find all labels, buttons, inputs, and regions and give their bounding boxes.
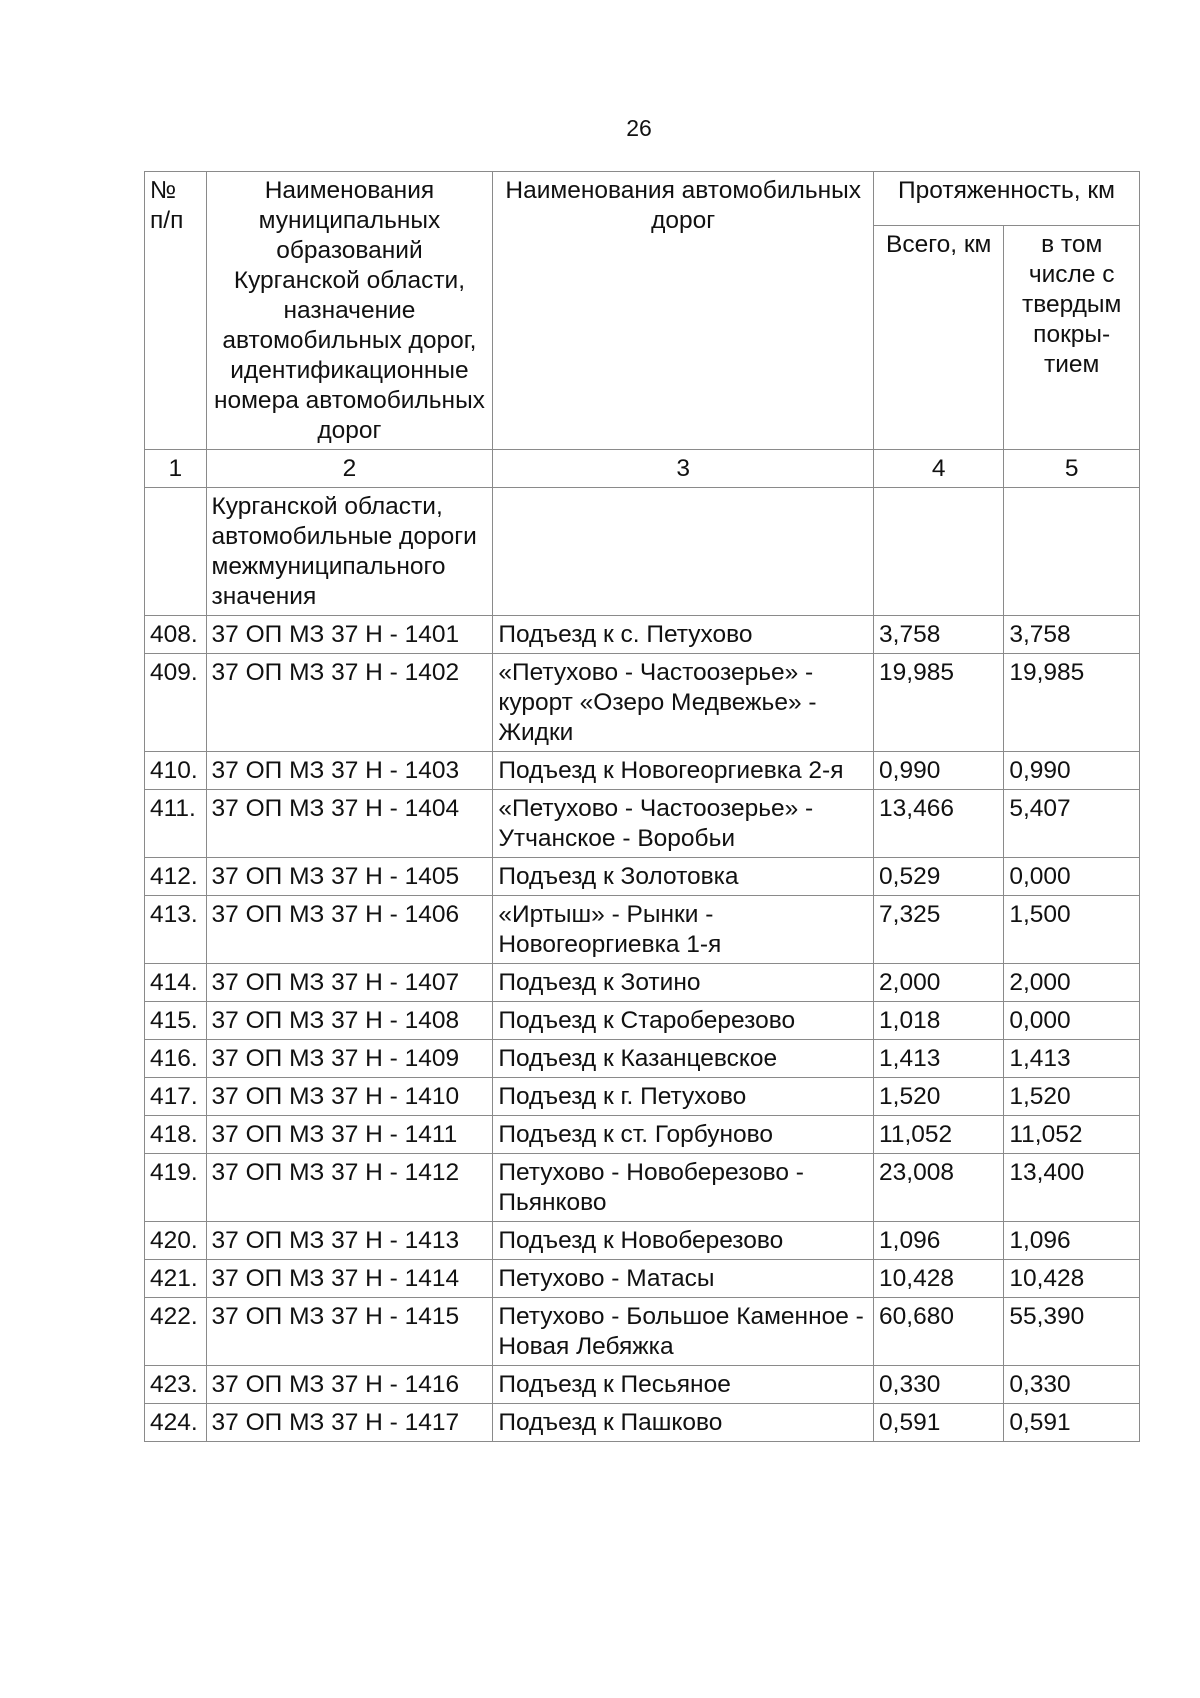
table-row [145, 1222, 1140, 1260]
road-name: Подъезд к с. Петухово [493, 616, 874, 654]
page-number: 26 [626, 115, 652, 141]
row-number: 423. [145, 1366, 207, 1404]
row-number: 424. [145, 1404, 207, 1442]
road-name: Подъезд к Песьяное [493, 1366, 874, 1404]
table-row [145, 1260, 1140, 1298]
road-name: Подъезд к Новоберезово [493, 1222, 874, 1260]
road-name: Подъезд к ст. Горбуново [493, 1116, 874, 1154]
column-number: 3 [493, 450, 874, 488]
road-name: Подъезд к г. Петухово [493, 1078, 874, 1116]
row-number: 413. [145, 896, 207, 964]
road-id: 37 ОП МЗ 37 Н - 1417 [206, 1404, 493, 1442]
road-name: Петухово - Матасы [493, 1260, 874, 1298]
total-length: 0,591 [874, 1404, 1004, 1442]
row-number: 414. [145, 964, 207, 1002]
road-id: 37 ОП МЗ 37 Н - 1409 [206, 1040, 493, 1078]
road-id: 37 ОП МЗ 37 Н - 1413 [206, 1222, 493, 1260]
table-row [145, 964, 1140, 1002]
total-length: 7,325 [874, 896, 1004, 964]
empty-cell [145, 488, 207, 616]
row-number: 410. [145, 752, 207, 790]
table-row [145, 896, 1140, 964]
row-number: 422. [145, 1298, 207, 1366]
header-paved-length: в том числе с твердым покры-тием [1004, 225, 1140, 449]
column-number: 1 [145, 450, 207, 488]
empty-cell [874, 488, 1004, 616]
road-id: 37 ОП МЗ 37 Н - 1402 [206, 654, 493, 752]
total-length: 10,428 [874, 1260, 1004, 1298]
road-name: «Петухово - Частоозерье» - курорт «Озеро Медвежье» - Жидки [493, 654, 874, 752]
total-length: 23,008 [874, 1154, 1004, 1222]
total-length: 3,758 [874, 616, 1004, 654]
paved-length: 0,591 [1004, 1404, 1140, 1442]
road-id: 37 ОП МЗ 37 Н - 1412 [206, 1154, 493, 1222]
paved-length: 13,400 [1004, 1154, 1140, 1222]
table-row [145, 1298, 1140, 1366]
paved-length: 55,390 [1004, 1298, 1140, 1366]
table-row [145, 1366, 1140, 1404]
total-length: 2,000 [874, 964, 1004, 1002]
road-id: 37 ОП МЗ 37 Н - 1403 [206, 752, 493, 790]
road-name: Подъезд к Новогеоргиевка 2-я [493, 752, 874, 790]
table-row [145, 1154, 1140, 1222]
table-row [145, 752, 1140, 790]
road-id: 37 ОП МЗ 37 Н - 1410 [206, 1078, 493, 1116]
road-name: Подъезд к Пашково [493, 1404, 874, 1442]
road-id: 37 ОП МЗ 37 Н - 1411 [206, 1116, 493, 1154]
column-number: 2 [206, 450, 493, 488]
column-number: 5 [1004, 450, 1140, 488]
road-id: 37 ОП МЗ 37 Н - 1407 [206, 964, 493, 1002]
total-length: 13,466 [874, 790, 1004, 858]
road-name: Петухово - Большое Каменное - Новая Лебяжка [493, 1298, 874, 1366]
table-row [145, 1404, 1140, 1442]
header-road-name: Наименования автомобильных дорог [493, 172, 874, 450]
row-number: 412. [145, 858, 207, 896]
road-name: Подъезд к Староберезово [493, 1002, 874, 1040]
table-row [145, 858, 1140, 896]
paved-length: 10,428 [1004, 1260, 1140, 1298]
road-id: 37 ОП МЗ 37 Н - 1416 [206, 1366, 493, 1404]
continuation-text: Курганской области, автомобильные дороги межмуниципального значения [206, 488, 493, 616]
paved-length: 0,990 [1004, 752, 1140, 790]
row-number: 418. [145, 1116, 207, 1154]
column-number: 4 [874, 450, 1004, 488]
paved-length: 5,407 [1004, 790, 1140, 858]
road-id: 37 ОП МЗ 37 Н - 1406 [206, 896, 493, 964]
header-municipal-name: Наименования муниципальных образований Курганской области, назначение автомобильных дорог, идентификационные номера автомобильных дорог [206, 172, 493, 450]
paved-length: 2,000 [1004, 964, 1140, 1002]
continuation-row [145, 488, 1140, 616]
total-length: 1,413 [874, 1040, 1004, 1078]
table-row [145, 1078, 1140, 1116]
road-id: 37 ОП МЗ 37 Н - 1408 [206, 1002, 493, 1040]
row-number: 411. [145, 790, 207, 858]
total-length: 0,330 [874, 1366, 1004, 1404]
table-row [145, 616, 1140, 654]
total-length: 11,052 [874, 1116, 1004, 1154]
header-total-length: Всего, км [874, 225, 1004, 449]
road-id: 37 ОП МЗ 37 Н - 1414 [206, 1260, 493, 1298]
row-number: 415. [145, 1002, 207, 1040]
total-length: 1,018 [874, 1002, 1004, 1040]
paved-length: 19,985 [1004, 654, 1140, 752]
road-name: Петухово - Новоберезово - Пьянково [493, 1154, 874, 1222]
row-number: 408. [145, 616, 207, 654]
road-id: 37 ОП МЗ 37 Н - 1405 [206, 858, 493, 896]
paved-length: 1,413 [1004, 1040, 1140, 1078]
header-length: Протяженность, км [874, 172, 1140, 226]
paved-length: 11,052 [1004, 1116, 1140, 1154]
header-number: № п/п [145, 172, 207, 450]
row-number: 419. [145, 1154, 207, 1222]
total-length: 1,520 [874, 1078, 1004, 1116]
empty-cell [493, 488, 874, 616]
road-name: Подъезд к Зотино [493, 964, 874, 1002]
total-length: 19,985 [874, 654, 1004, 752]
total-length: 1,096 [874, 1222, 1004, 1260]
row-number: 409. [145, 654, 207, 752]
table-row [145, 1040, 1140, 1078]
row-number: 420. [145, 1222, 207, 1260]
row-number: 417. [145, 1078, 207, 1116]
table-row [145, 654, 1140, 752]
road-id: 37 ОП МЗ 37 Н - 1415 [206, 1298, 493, 1366]
total-length: 60,680 [874, 1298, 1004, 1366]
table-row [145, 1002, 1140, 1040]
road-name: Подъезд к Золотовка [493, 858, 874, 896]
table-row [145, 790, 1140, 858]
total-length: 0,529 [874, 858, 1004, 896]
total-length: 0,990 [874, 752, 1004, 790]
paved-length: 0,330 [1004, 1366, 1140, 1404]
paved-length: 1,520 [1004, 1078, 1140, 1116]
table-header-row [145, 172, 1140, 226]
roads-table [144, 171, 1140, 1442]
paved-length: 1,096 [1004, 1222, 1140, 1260]
row-number: 416. [145, 1040, 207, 1078]
paved-length: 0,000 [1004, 858, 1140, 896]
paved-length: 1,500 [1004, 896, 1140, 964]
column-numbers-row [145, 450, 1140, 488]
paved-length: 3,758 [1004, 616, 1140, 654]
table-row [145, 1116, 1140, 1154]
empty-cell [1004, 488, 1140, 616]
road-id: 37 ОП МЗ 37 Н - 1404 [206, 790, 493, 858]
paved-length: 0,000 [1004, 1002, 1140, 1040]
road-id: 37 ОП МЗ 37 Н - 1401 [206, 616, 493, 654]
road-name: «Петухово - Частоозерье» - Утчанское - Воробьи [493, 790, 874, 858]
road-name: Подъезд к Казанцевское [493, 1040, 874, 1078]
road-name: «Иртыш» - Рынки - Новогеоргиевка 1-я [493, 896, 874, 964]
row-number: 421. [145, 1260, 207, 1298]
